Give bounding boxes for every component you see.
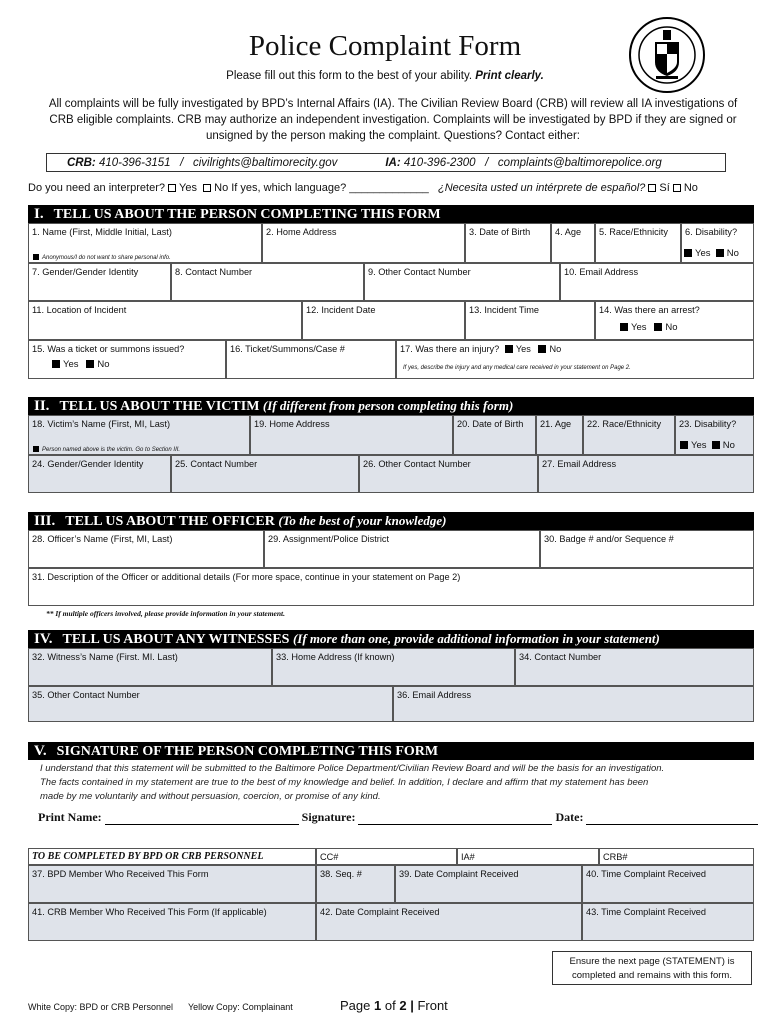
white-copy-note: White Copy: BPD or CRB Personnel bbox=[28, 1002, 174, 1012]
separator: / bbox=[180, 156, 184, 169]
date-line[interactable] bbox=[586, 813, 758, 825]
field-victim-other-contact[interactable] bbox=[359, 455, 538, 493]
field-time-received-crb[interactable] bbox=[582, 903, 754, 941]
field-officer-name[interactable] bbox=[28, 530, 264, 568]
instructions-emphasis: Print clearly. bbox=[475, 70, 544, 82]
anonymous-option[interactable] bbox=[33, 254, 171, 261]
field-officer-assignment[interactable] bbox=[264, 530, 540, 568]
section-4-numeral: IV. bbox=[34, 631, 53, 647]
page-total: 2 bbox=[399, 998, 407, 1013]
anonymous-checkbox[interactable] bbox=[33, 254, 39, 260]
field-label: 7. Gender/Gender Identity bbox=[32, 267, 139, 277]
interpreter-spanish: ¿Necesita usted un intérprete de español? bbox=[437, 182, 646, 194]
intro-paragraph: All complaints will be fully investigated by BPD’s Internal Affairs (IA). The Civilian Review Board (CRB) will review all IA investigations of CRB eligible complaints. CRB may authorize an independent investigation. Complaints will be investigated by BPD if they are signed or unsigned by the person making the complaint. Questions? Contact either: bbox=[48, 98, 738, 142]
field-date-received-bpd[interactable] bbox=[395, 865, 582, 903]
field-crb-number[interactable] bbox=[599, 848, 754, 865]
no-label: No bbox=[97, 359, 110, 370]
field-label: 40. Time Complaint Received bbox=[586, 869, 707, 879]
field-home-address[interactable] bbox=[262, 223, 465, 263]
no-label: No bbox=[665, 322, 678, 333]
field-label: 20. Date of Birth bbox=[457, 419, 524, 429]
field-label: 29. Assignment/Police District bbox=[268, 534, 390, 544]
field-label: 21. Age bbox=[540, 419, 572, 429]
field-label: 24. Gender/Gender Identity bbox=[32, 459, 144, 469]
no-label: No bbox=[722, 440, 735, 451]
arrest-no-checkbox[interactable] bbox=[654, 323, 662, 331]
field-officer-badge[interactable] bbox=[540, 530, 754, 568]
affirmation-line-3: made by me voluntarily and without persuasion, coercion, or promise of any kind. bbox=[40, 791, 381, 802]
field-label: 16. Ticket/Summons/Case # bbox=[230, 344, 345, 354]
field-victim-email[interactable] bbox=[538, 455, 754, 493]
field-witness-email[interactable] bbox=[393, 686, 754, 722]
section-1-numeral: I. bbox=[34, 206, 44, 222]
ia-email: complaints@baltimorepolice.org bbox=[497, 156, 662, 169]
section-4-title: TELL US ABOUT ANY WITNESSES bbox=[62, 632, 290, 647]
field-label: 12. Incident Date bbox=[306, 305, 376, 315]
affirmation-line-2: The facts contained in my statement are true to the best of my knowledge and belief. In addition, I declare and affirm that my statement has been bbox=[40, 777, 649, 788]
section-5-title: SIGNATURE OF THE PERSON COMPLETING THIS FORM bbox=[56, 744, 439, 759]
disability-options bbox=[684, 248, 739, 259]
field-label: 22. Race/Ethnicity bbox=[587, 419, 662, 429]
spanish-si-checkbox[interactable] bbox=[648, 184, 656, 192]
field-location[interactable] bbox=[28, 301, 302, 340]
injury-note: If yes, describe the injury and any medical care received in your statement on Page 2. bbox=[403, 365, 631, 371]
section-2-subtitle: (If different from person completing this form) bbox=[262, 398, 514, 413]
yes-label: Yes bbox=[691, 440, 707, 451]
field-label: 27. Email Address bbox=[542, 459, 617, 469]
interpreter-yes-checkbox[interactable] bbox=[168, 184, 176, 192]
yes-label: Yes bbox=[631, 322, 647, 333]
victim-same-checkbox[interactable] bbox=[33, 446, 39, 452]
victim-disability-yes-checkbox[interactable] bbox=[680, 441, 688, 449]
office-use-header: TO BE COMPLETED BY BPD OR CRB PERSONNEL bbox=[28, 848, 316, 865]
print-name-label: Print Name: bbox=[38, 810, 102, 824]
field-label: 43. Time Complaint Received bbox=[586, 907, 707, 917]
no-label: No bbox=[549, 344, 562, 354]
field-incident-time[interactable] bbox=[465, 301, 595, 340]
field-seq-number[interactable] bbox=[316, 865, 395, 903]
arrest-yes-checkbox[interactable] bbox=[620, 323, 628, 331]
anonymous-label: Anonymous/I do not want to share personal info. bbox=[42, 255, 171, 261]
field-label: 3. Date of Birth bbox=[469, 227, 531, 237]
interpreter-language[interactable]: If yes, which language? _____________ bbox=[231, 182, 429, 194]
page-number: 1 bbox=[374, 998, 382, 1013]
field-officer-description[interactable] bbox=[28, 568, 754, 606]
interpreter-yes-label: Yes bbox=[179, 182, 197, 194]
ticket-yes-checkbox[interactable] bbox=[52, 360, 60, 368]
yellow-copy-note: Yellow Copy: Complainant bbox=[188, 1002, 293, 1012]
field-label: 38. Seq. # bbox=[320, 869, 362, 879]
field-crb-member[interactable] bbox=[28, 903, 316, 941]
field-cc-number[interactable] bbox=[316, 848, 457, 865]
field-label: CC# bbox=[320, 852, 339, 862]
field-label: 31. Description of the Officer or additional details (For more space, continue in your statement on Page 2) bbox=[32, 572, 461, 582]
field-label: 4. Age bbox=[555, 227, 582, 237]
field-race-ethnicity[interactable] bbox=[595, 223, 681, 263]
field-label: 41. CRB Member Who Received This Form (If applicable) bbox=[32, 907, 267, 917]
field-bpd-member[interactable] bbox=[28, 865, 316, 903]
field-label: 28. Officer’s Name (First, MI, Last) bbox=[32, 534, 173, 544]
section-2-header bbox=[28, 397, 754, 415]
field-label: 42. Date Complaint Received bbox=[320, 907, 440, 917]
field-label: 10. Email Address bbox=[564, 267, 639, 277]
crb-email: civilrights@baltimorecity.gov bbox=[192, 156, 338, 169]
field-victim-gender[interactable] bbox=[28, 455, 171, 493]
arrest-options bbox=[620, 322, 678, 333]
ia-label: IA: bbox=[385, 156, 401, 169]
field-email[interactable] bbox=[560, 263, 754, 301]
field-label: 18. Victim’s Name (First, MI, Last) bbox=[32, 419, 171, 429]
victim-disability-options bbox=[680, 440, 735, 451]
yes-label: Yes bbox=[695, 248, 711, 259]
city-seal bbox=[628, 16, 706, 94]
field-ia-number[interactable] bbox=[457, 848, 599, 865]
field-witness-contact[interactable] bbox=[515, 648, 754, 686]
spanish-no-label: No bbox=[683, 182, 698, 194]
field-label: 25. Contact Number bbox=[175, 459, 258, 469]
ticket-options bbox=[52, 359, 110, 370]
field-label: 1. Name (First, Middle Initial, Last) bbox=[32, 227, 172, 237]
field-contact-number[interactable] bbox=[171, 263, 364, 301]
ensure-notice: Ensure the next page (STATEMENT) is completed and remains with this form. bbox=[552, 951, 752, 985]
field-label: 6. Disability? bbox=[685, 227, 738, 237]
field-witness-name[interactable] bbox=[28, 648, 272, 686]
disability-no-checkbox[interactable] bbox=[716, 249, 724, 257]
field-label: 5. Race/Ethnicity bbox=[599, 227, 668, 237]
victim-disability-no-checkbox[interactable] bbox=[712, 441, 720, 449]
section-5-numeral: V. bbox=[34, 743, 47, 759]
city-seal-icon bbox=[628, 16, 706, 94]
crb-phone: 410-396-3151 bbox=[98, 156, 171, 169]
separator: / bbox=[485, 156, 489, 169]
field-label: 32. Witness’s Name (First. MI. Last) bbox=[32, 652, 178, 662]
injury-no-checkbox[interactable] bbox=[538, 345, 546, 353]
field-label: 26. Other Contact Number bbox=[363, 459, 471, 469]
page-of: of bbox=[384, 998, 396, 1013]
injury-yes-checkbox[interactable] bbox=[505, 345, 513, 353]
interpreter-no-label: No bbox=[214, 182, 229, 194]
victim-same-label: Person named above is the victim. Go to Section III. bbox=[42, 447, 181, 453]
field-date-received-crb[interactable] bbox=[316, 903, 582, 941]
section-3-subtitle: (To the best of your knowledge) bbox=[278, 513, 447, 528]
field-age[interactable] bbox=[551, 223, 595, 263]
section-1-title: TELL US ABOUT THE PERSON COMPLETING THIS FORM bbox=[53, 207, 441, 222]
field-label: 15. Was a ticket or summons issued? bbox=[32, 344, 185, 354]
yes-label: Yes bbox=[515, 344, 531, 354]
spanish-no-checkbox[interactable] bbox=[673, 184, 681, 192]
field-label: 19. Home Address bbox=[254, 419, 330, 429]
field-label: 37. BPD Member Who Received This Form bbox=[32, 869, 209, 879]
field-date-of-birth[interactable] bbox=[465, 223, 551, 263]
section-2-numeral: II. bbox=[34, 398, 50, 414]
section-5-header bbox=[28, 742, 754, 760]
instructions-text: Please fill out this form to the best of your ability. bbox=[226, 70, 473, 82]
field-label: 17. Was there an injury? bbox=[400, 344, 500, 354]
field-arrest bbox=[595, 301, 754, 340]
victim-same-option[interactable] bbox=[33, 446, 180, 453]
field-witness-other-contact[interactable] bbox=[28, 686, 393, 722]
print-name-line[interactable] bbox=[105, 813, 299, 825]
section-4-subtitle: (If more than one, provide additional information in your statement) bbox=[292, 631, 660, 646]
date-label: Date: bbox=[555, 810, 584, 824]
field-time-received-bpd[interactable] bbox=[582, 865, 754, 903]
section-2-title: TELL US ABOUT THE VICTIM bbox=[59, 399, 260, 414]
field-label: 2. Home Address bbox=[266, 227, 337, 237]
page-title: Police Complaint Form bbox=[248, 30, 522, 62]
disability-yes-checkbox[interactable] bbox=[684, 249, 692, 257]
field-label: 13. Incident Time bbox=[469, 305, 539, 315]
field-label: 8. Contact Number bbox=[175, 267, 253, 277]
section-3-numeral: III. bbox=[34, 513, 56, 529]
field-label: 39. Date Complaint Received bbox=[399, 869, 519, 879]
ticket-no-checkbox[interactable] bbox=[86, 360, 94, 368]
yes-label: Yes bbox=[63, 359, 79, 370]
spanish-si-label: Sí bbox=[659, 182, 670, 194]
no-label: No bbox=[726, 248, 739, 259]
section-3-header bbox=[28, 512, 754, 530]
section-3-title: TELL US ABOUT THE OFFICER bbox=[65, 514, 275, 529]
section-4-header bbox=[28, 630, 754, 648]
ia-phone: 410-396-2300 bbox=[403, 156, 476, 169]
signature-line[interactable] bbox=[358, 813, 552, 825]
page-separator: | bbox=[410, 998, 414, 1013]
field-gender[interactable] bbox=[28, 263, 171, 301]
field-victim-address[interactable] bbox=[250, 415, 453, 455]
contact-box bbox=[46, 153, 726, 172]
field-label: 35. Other Contact Number bbox=[32, 690, 140, 700]
field-witness-address[interactable] bbox=[272, 648, 515, 686]
affirmation-line-1: I understand that this statement will be submitted to the Baltimore Police Department/Civilian Review Board and will be the basis for an investigation. bbox=[40, 763, 665, 774]
section-1-header bbox=[28, 205, 754, 223]
field-label: 30. Badge # and/or Sequence # bbox=[544, 534, 674, 544]
interpreter-question: Do you need an interpreter? bbox=[28, 182, 165, 194]
interpreter-no-checkbox[interactable] bbox=[203, 184, 211, 192]
field-label: 36. Email Address bbox=[397, 690, 472, 700]
field-victim-contact[interactable] bbox=[171, 455, 359, 493]
field-ticket-number[interactable] bbox=[226, 340, 396, 379]
field-victim-age[interactable] bbox=[536, 415, 583, 455]
page-side: Front bbox=[417, 998, 448, 1013]
field-victim-race[interactable] bbox=[583, 415, 675, 455]
field-other-contact[interactable] bbox=[364, 263, 560, 301]
field-label: 14. Was there an arrest? bbox=[599, 305, 700, 315]
signature-label: Signature: bbox=[301, 810, 356, 824]
field-label: 34. Contact Number bbox=[519, 652, 602, 662]
field-victim-dob[interactable] bbox=[453, 415, 536, 455]
crb-label: CRB: bbox=[67, 156, 96, 169]
field-incident-date[interactable] bbox=[302, 301, 465, 340]
field-label: CRB# bbox=[603, 852, 628, 862]
field-label: 11. Location of Incident bbox=[32, 305, 127, 315]
field-label: 23. Disability? bbox=[679, 419, 737, 429]
officer-note: ** If multiple officers involved, please provide information in your statement. bbox=[46, 609, 286, 618]
field-label: 33. Home Address (If known) bbox=[276, 652, 395, 662]
field-label: 9. Other Contact Number bbox=[368, 267, 471, 277]
page-prefix: Page bbox=[340, 998, 371, 1013]
signature-row bbox=[38, 810, 758, 825]
field-injury bbox=[396, 340, 754, 379]
interpreter-row bbox=[28, 182, 698, 194]
field-label: IA# bbox=[461, 852, 475, 862]
page-indicator bbox=[340, 998, 448, 1013]
